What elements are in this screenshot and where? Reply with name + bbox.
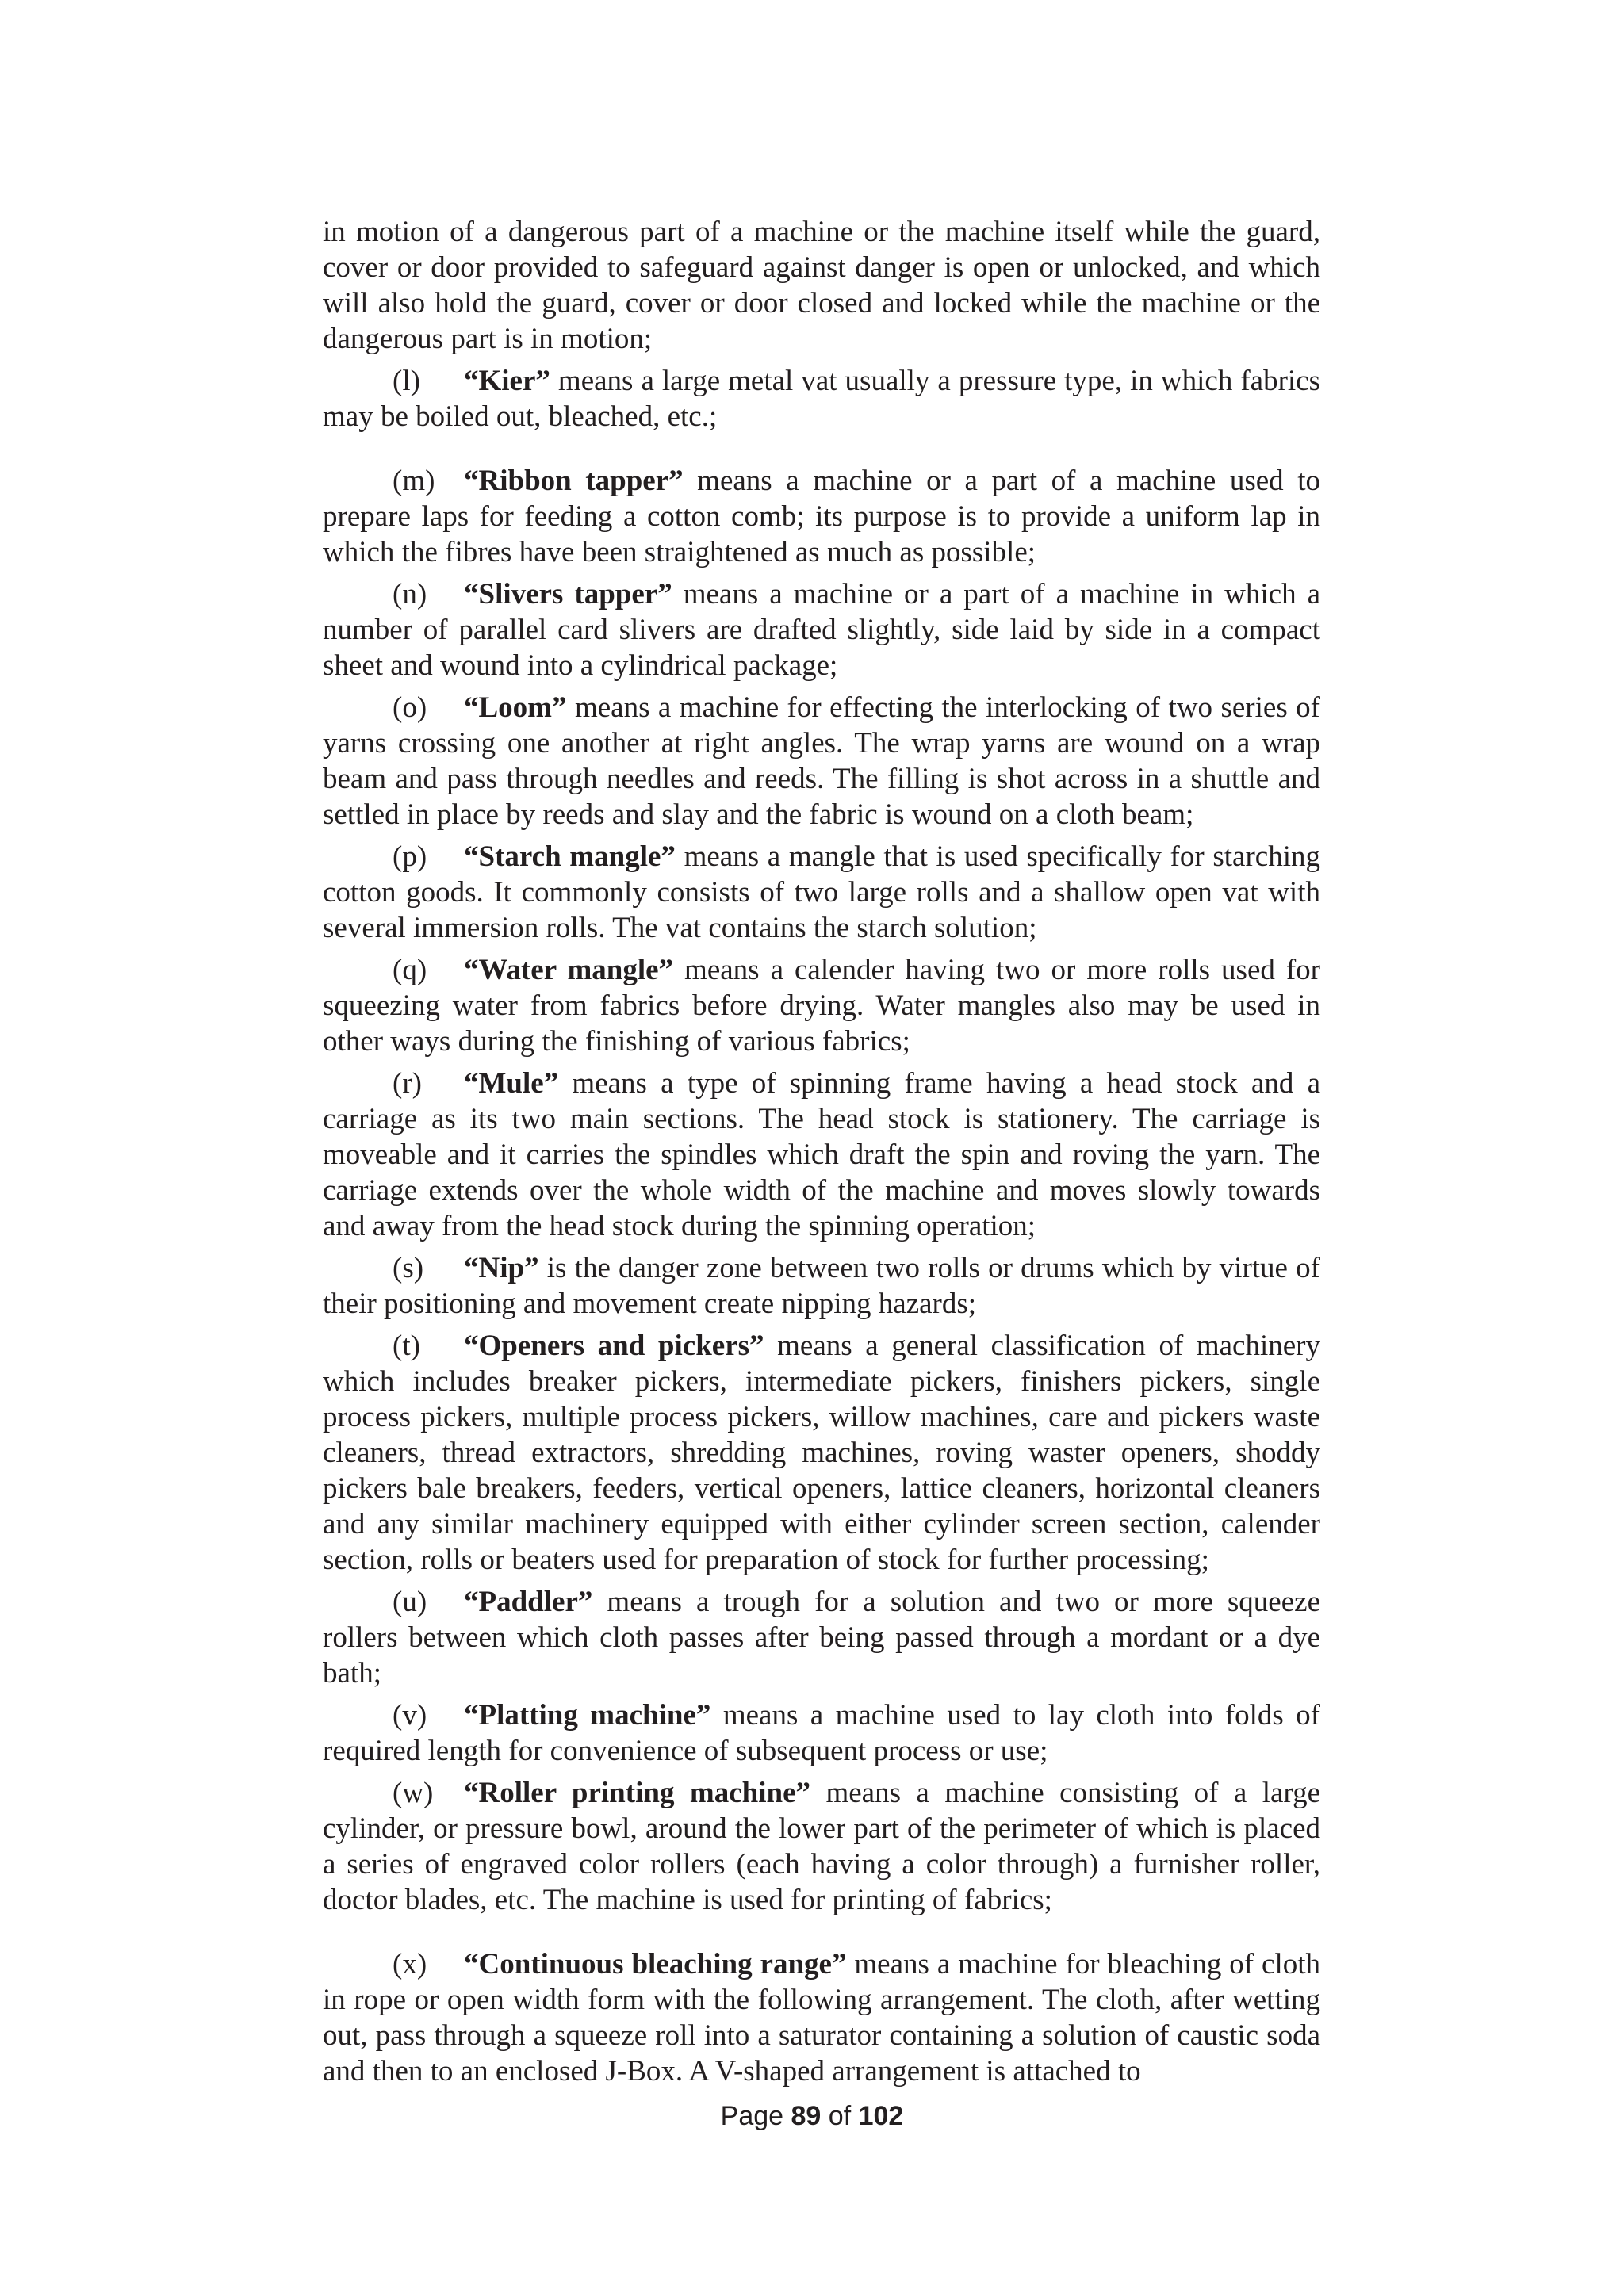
definition-n [323, 576, 1320, 683]
definition-text: means a trough for a solution and two or more squeeze rollers between which cloth passes after being passed through a mordant or a dye bath; [323, 1586, 1320, 1689]
definition-term: “Mule” [464, 1067, 559, 1100]
definition-s [323, 1250, 1320, 1322]
definition-text: means a machine used to lay cloth into folds of required length for convenience of subsequent process or use; [323, 1699, 1320, 1767]
definition-term: “Paddler” [464, 1586, 593, 1618]
definition-term: “Kier” [464, 365, 550, 397]
definition-text: means a machine for effecting the interlocking of two series of yarns crossing one another at right angles. The wrap yarns are wound on a wrap beam and pass through needles and reeds. The filling is shot across in a shuttle and settled in place by reeds and slay and the fabric is wound on a cloth beam; [323, 691, 1320, 831]
definition-text: means a type of spinning frame having a head stock and a carriage as its two main sections. The head stock is stationery. The carriage is moveable and it carries the spindles which draft the spin and roving the yarn. The carriage extends over the whole width of the machine and moves slowly towards and away from the head stock during the spinning operation; [323, 1067, 1320, 1242]
definition-text: is the danger zone between two rolls or drums which by virtue of their positioning and movement create nipping hazards; [323, 1252, 1320, 1320]
definition-label: (w) [393, 1777, 434, 1809]
definition-u [323, 1584, 1320, 1691]
definition-v [323, 1697, 1320, 1769]
definition-label: (q) [393, 954, 427, 986]
definition-label: (o) [393, 691, 427, 724]
definition-term: “Ribbon tapper” [464, 465, 684, 497]
definition-label: (r) [393, 1067, 422, 1100]
definition-label: (n) [393, 578, 427, 610]
definition-t [323, 1328, 1320, 1578]
definition-label: (x) [393, 1948, 427, 1980]
definition-term: “Roller printing machine” [464, 1777, 810, 1809]
page-prefix: Page [720, 2101, 791, 2131]
definition-term: “Water mangle” [464, 954, 674, 986]
definition-term: “Loom” [464, 691, 567, 724]
definition-term: “Platting machine” [464, 1699, 711, 1732]
document-body [323, 214, 1320, 2095]
definition-m [323, 463, 1320, 570]
definition-text: means a machine consisting of a large cylinder, or pressure bowl, around the lower part of the perimeter of which is placed a series of engraved color rollers (each having a color through) a furnisher roller, doctor blades, etc. The machine is used for printing of fabrics; [323, 1777, 1321, 1916]
page-total: 102 [858, 2101, 904, 2131]
definition-o [323, 690, 1320, 832]
definition-text: means a general classification of machinery which includes breaker pickers, intermediate pickers, finishers pickers, single process pickers, multiple process pickers, willow machines, care and pickers waste cleaners, thread extractors, shredding machines, roving waster openers, shoddy pickers bale breakers, feeders, vertical openers, lattice cleaners, horizontal cleaners and any similar machinery equipped with either cylinder screen section, calender section, rolls or beaters used for preparation of stock for further processing; [323, 1330, 1321, 1576]
page-of: of [821, 2101, 859, 2131]
definition-label: (t) [393, 1330, 420, 1362]
definition-l [323, 363, 1320, 434]
definition-term: “Continuous bleaching range” [464, 1948, 847, 1980]
page-footer [0, 2101, 1624, 2132]
definition-label: (m) [393, 465, 435, 497]
definition-text: means a calender having two or more rolls used for squeezing water from fabrics before drying. Water mangles also may be used in other ways during the finishing of various fabrics; [323, 954, 1321, 1058]
definition-text: means a large metal vat usually a pressure type, in which fabrics may be boiled out, bleached, etc.; [323, 365, 1320, 433]
definition-text: means a machine or a part of a machine in which a number of parallel card slivers are drafted slightly, side laid by side in a compact sheet and wound into a cylindrical package; [323, 578, 1321, 682]
definition-p [323, 839, 1320, 946]
definition-text: means a machine or a part of a machine used to prepare laps for feeding a cotton comb; its purpose is to provide a uniform lap in which the fibres have been straightened as much as possible; [323, 465, 1320, 568]
definition-term: “Slivers tapper” [464, 578, 672, 610]
definition-term: “Openers and pickers” [464, 1330, 764, 1362]
definition-text: means a mangle that is used specifically for starching cotton goods. It commonly consists of two large rolls and a shallow open vat with several immersion rolls. The vat contains the starch solution; [323, 840, 1320, 944]
definition-r [323, 1066, 1320, 1244]
definition-label: (l) [393, 365, 420, 397]
definition-text: means a machine for bleaching of cloth in rope or open width form with the following arrangement. The cloth, after wetting out, pass through a squeeze roll into a saturator containing a solution of caustic soda and then to an enclosed J-Box. A V-shaped arrangement is attached to [323, 1948, 1320, 2087]
definition-q [323, 952, 1320, 1059]
definition-label: (u) [393, 1586, 427, 1618]
definition-x [323, 1946, 1320, 2089]
definition-term: “Starch mangle” [464, 840, 676, 873]
intro-paragraph: in motion of a dangerous part of a machine or the machine itself while the guard, cover or door provided to safeguard against danger is open or unlocked, and which will also hold the guard, cover or door closed and locked while the machine or the dangerous part is in motion; [323, 216, 1320, 355]
page-current: 89 [791, 2101, 822, 2131]
definition-label: (s) [393, 1252, 424, 1284]
definition-label: (p) [393, 840, 427, 873]
definition-w [323, 1775, 1320, 1918]
definition-term: “Nip” [464, 1252, 539, 1284]
definition-label: (v) [393, 1699, 427, 1732]
